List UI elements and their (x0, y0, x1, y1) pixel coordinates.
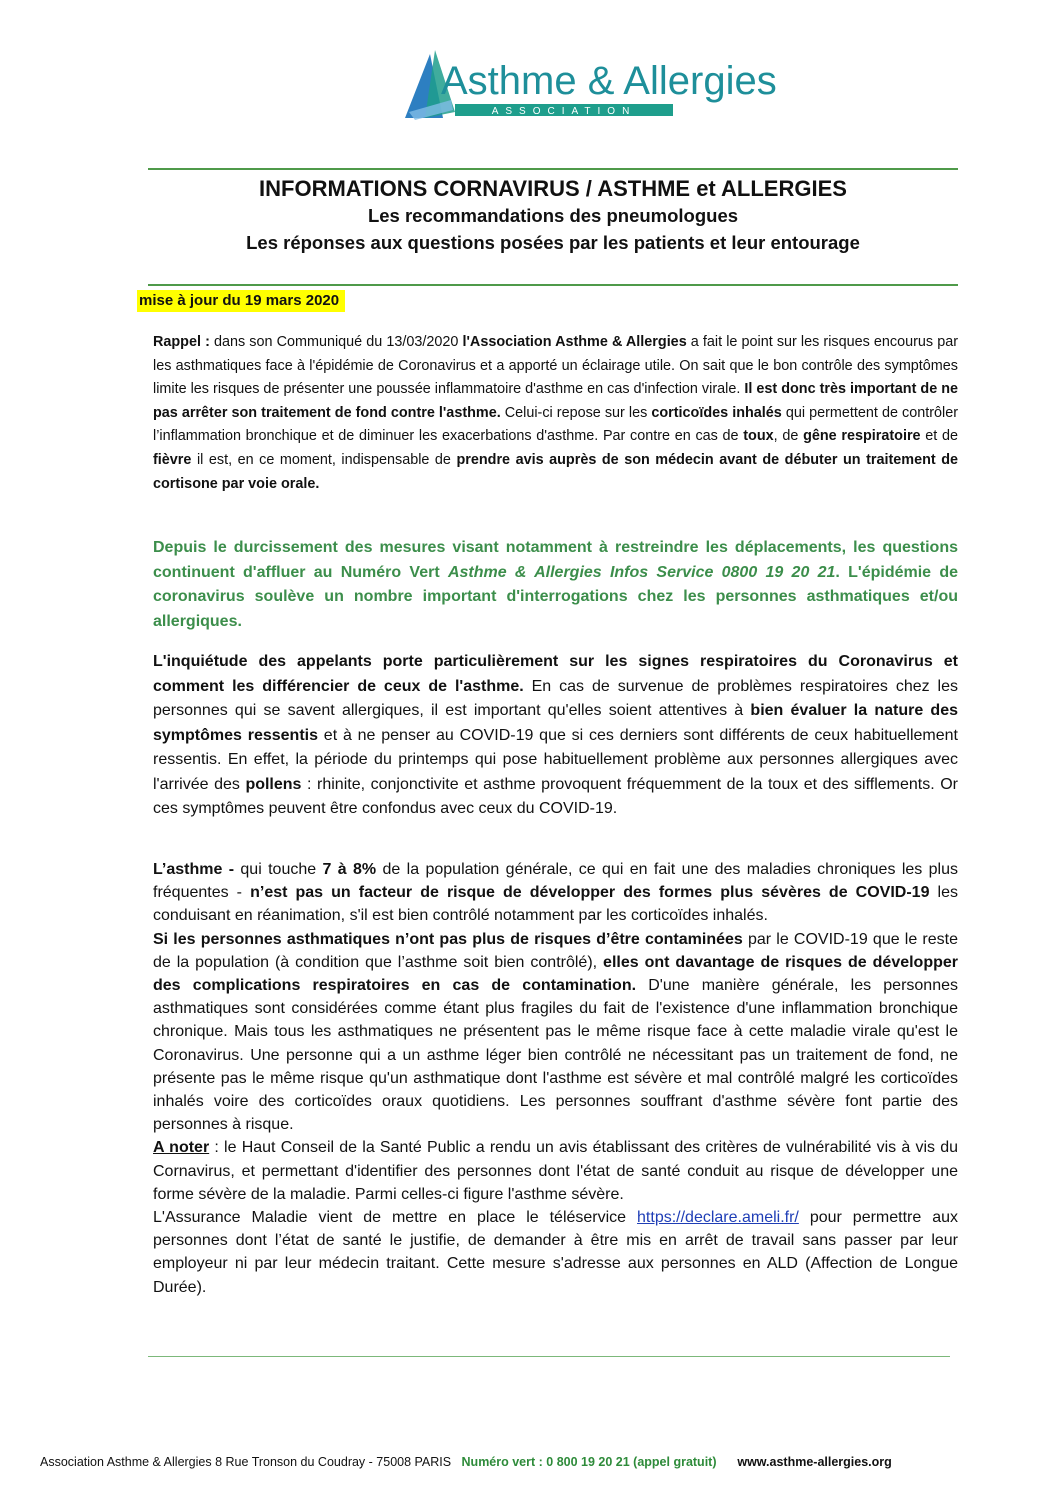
top-divider (148, 168, 958, 170)
bottom-divider (148, 1356, 950, 1357)
page-title: INFORMATIONS CORNAVIRUS / ASTHME et ALLERGIES (259, 176, 847, 201)
logo-subtext: ASSOCIATION (491, 106, 637, 117)
hotline-paragraph: Depuis le durcissement des mesures visant notamment à restreindre les déplacements, les questions continuent d'affluer au Numéro Vert Asthme & Allergies Infos Service 0800 19 20 21. L'épidémie de coronavirus soulève un nombre important d'interrogations chez les personnes asthmatiques et/ou allergiques. (153, 539, 959, 630)
association-logo (395, 46, 777, 124)
title-divider (148, 284, 958, 286)
footer-address: Association Asthme & Allergies 8 Rue Tronson du Coudray - 75008 PARIS (40, 1455, 452, 1469)
page-subtitle-1: Les recommandations des pneumologues (367, 205, 739, 226)
risk-paragraph: L’asthme - qui touche 7 à 8% de la population générale, ce qui en fait une des maladies chroniques les plus fréquentes - n’est pas un facteur de risque de développer des formes plus sévères de COVID-19 les conduisant en réanimation, s'il est bien contrôlé notamment par les corticoïdes inhalés. Si les personnes asthmatiques n’ont pas plus de risques d’être contaminées par le COVID-19 que le reste de la population (à condition que l’asthme soit bien contrôlé), elles ont davantage de risques de développer des complications respiratoires en cas de contamination. D'une manière générale, les personnes asthmatiques sont considérées comme étant plus fragiles du fait de l'existence d'une inflammation bronchique chronique. Mais tous les asthmatiques ne présentent pas le même risque face à cette maladie virale qu'est le Coronavirus. Une personne qui a un asthme léger bien contrôlé ne nécessitant pas un traitement de fond, ne présente pas le même risque qu'un asthmatique dont l'asthme est sévère et mal contrôlé malgré les corticoïdes inhalés voire des corticoïdes oraux quotidiens. Les personnes souffrant d'asthme sévère font partie des personnes à risque. A noter : le Haut Conseil de la Santé Public a rendu un avis établissant des critères de vulnérabilité vis à vis du Cornavirus, et permettant d'identifier des personnes dont l'état de santé conduit au risque de développer une forme sévère de la maladie. Parmi celles-ci figure l'asthme sévère. L'Assurance Maladie vient de mettre en place le téléservice https://declare.ameli.fr/ pour permettre aux personnes dont l’état de santé le justifie, de demander à être mis en arrêt de travail sans passer par leur employeur ni par leur médecin traitant. Cette mesure s'adresse aux personnes en ALD (Affection de Longue Durée). (153, 861, 959, 1296)
page-footer (40, 1455, 1030, 1469)
symptoms-paragraph: L'inquiétude des appelants porte particulièrement sur les signes respiratoires du Coronavirus et comment les différencier de ceux de l'asthme. En cas de survenue de problèmes respiratoires chez les personnes qui se savent allergiques, il est important qu'elles soient attentives à bien évaluer la nature des symptômes ressentis et à ne penser au COVID-19 que si ces derniers sont différents de ceux habituellement ressentis. En effet, la période du printemps qui pose habituellement problème aux personnes allergiques avec l'arrivée des pollens : rhinite, conjonctivite et asthme provoquent fréquemment de la toux et des sifflements. Or ces symptômes peuvent être confondus avec ceux du COVID-19. (153, 653, 959, 817)
logo-text: Asthme & Allergies (441, 59, 777, 103)
reminder-paragraph: Rappel : dans son Communiqué du 13/03/2020 l'Association Asthme & Allergies a fait le point sur les risques encourus par les asthmatiques face à l'épidémie de Coronavirus et a apporté un éclairage utile. On sait que le bon contrôle des symptômes limite les risques de présenter une poussée inflammatoire d'asthme en cas d'infection virale. Il est donc très important de ne pas arrêter son traitement de fond contre l'asthme. Celui-ci repose sur les corticoïdes inhalés qui permettent de contrôler l’inflammation bronchique et de diminuer les exacerbations d'asthme. Par contre en cas de toux, de gêne respiratoire et de fièvre il est, en ce moment, indispensable de prendre avis auprès de son médecin avant de débuter un traitement de cortisone par voie orale. (153, 334, 959, 492)
note-label: A noter (153, 1139, 210, 1157)
footer-phone: Numéro vert : 0 800 19 20 21 (appel gratuit) (461, 1455, 717, 1469)
declare-ameli-link[interactable]: https://declare.ameli.fr/ (637, 1209, 799, 1227)
update-date-badge: mise à jour du 19 mars 2020 (137, 290, 345, 312)
page-subtitle-2: Les réponses aux questions posées par les patients et leur entourage (246, 232, 860, 253)
footer-website[interactable]: www.asthme-allergies.org (737, 1455, 892, 1469)
title-block (140, 176, 966, 256)
